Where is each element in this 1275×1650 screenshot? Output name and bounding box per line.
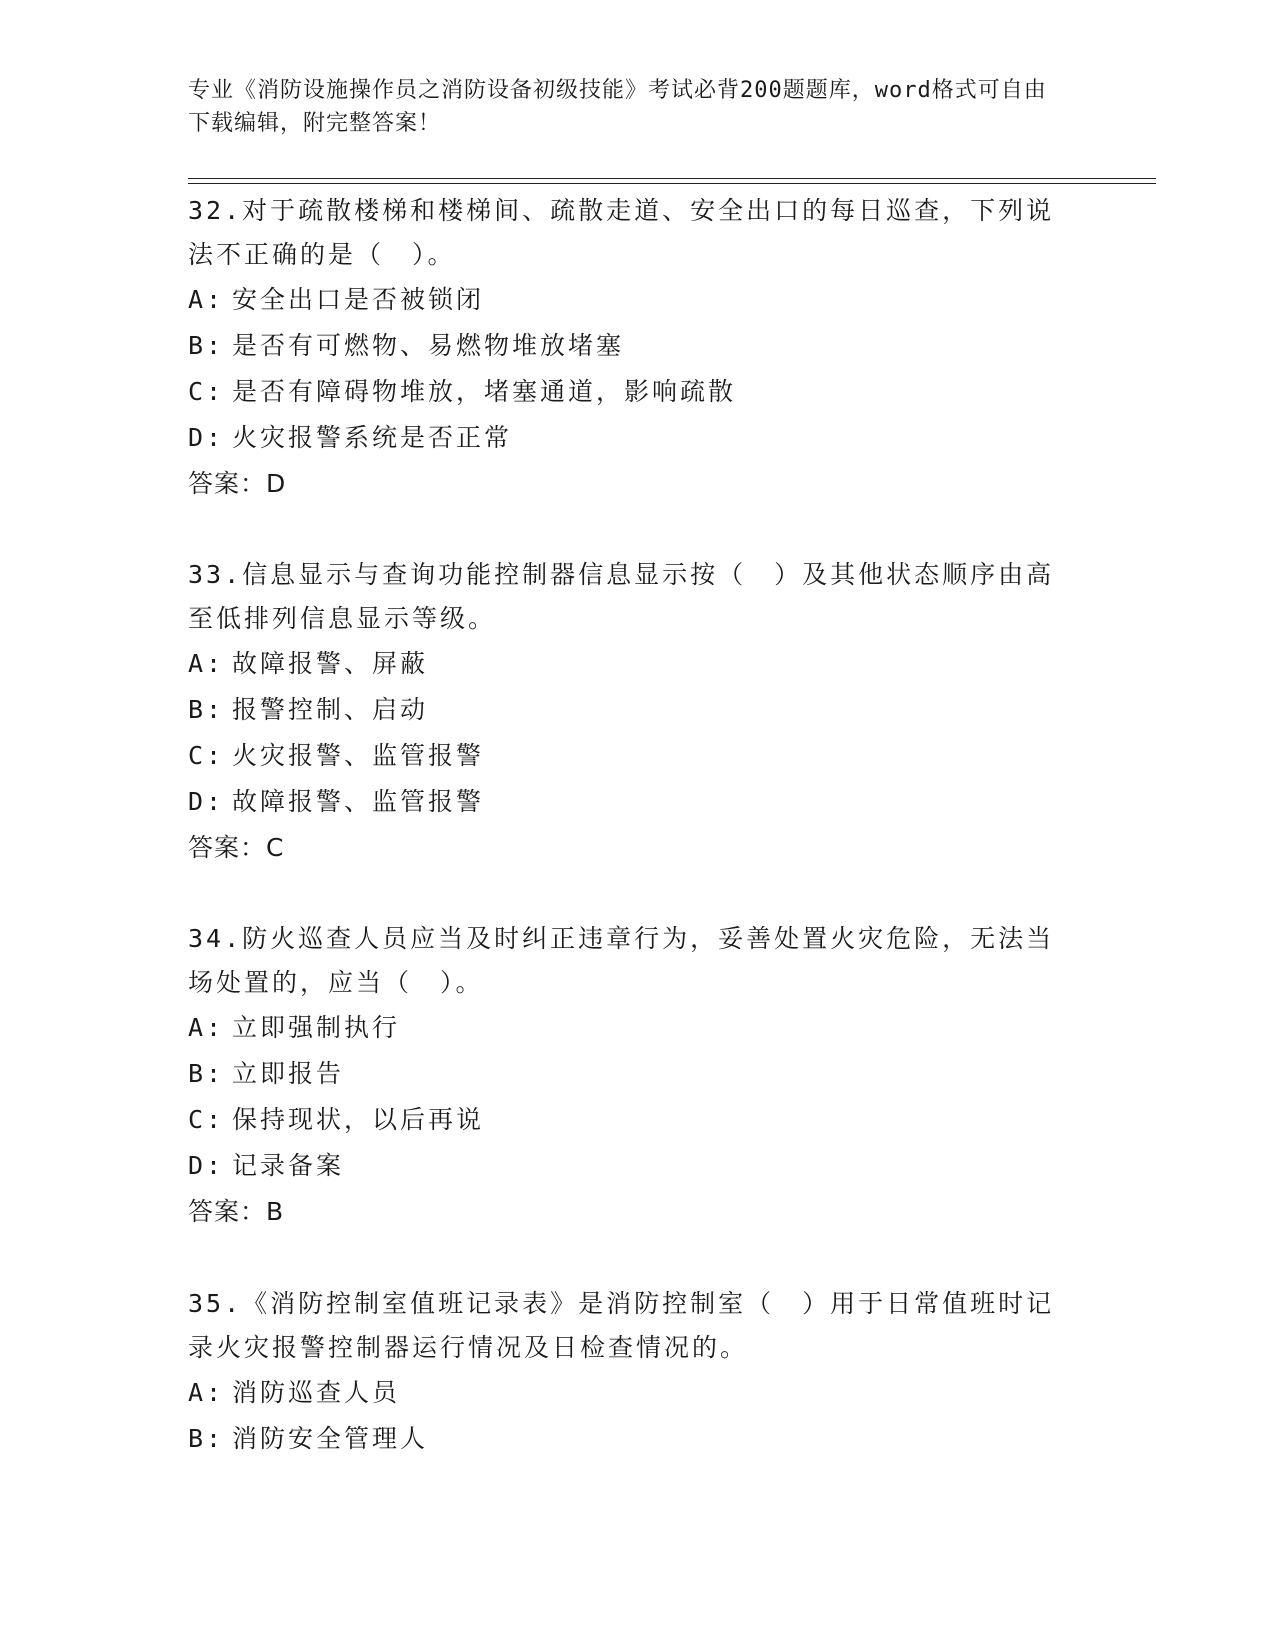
- option-text: 故障报警、屏蔽: [232, 649, 429, 678]
- answer-line: 答案：B: [188, 1197, 285, 1226]
- option-key: D:: [188, 787, 225, 816]
- option-key: C:: [188, 741, 225, 770]
- header-divider-top: [188, 178, 1156, 179]
- option-key: D:: [188, 423, 225, 452]
- option-text: 消防安全管理人: [232, 1424, 429, 1453]
- option-text: 立即强制执行: [232, 1013, 401, 1042]
- option-text: 消防巡查人员: [232, 1378, 401, 1407]
- option-text: 故障报警、监管报警: [232, 787, 485, 816]
- option-b: [188, 323, 1068, 369]
- question-stem: 34.防火巡查人员应当及时纠正违章行为，妥善处置火灾危险，无法当场处置的，应当（ ）。: [188, 924, 1055, 997]
- option-a: [188, 277, 1068, 323]
- option-text: 是否有障碍物堆放，堵塞通道，影响疏散: [232, 377, 737, 406]
- question-block: [188, 189, 1068, 507]
- option-key: C:: [188, 1105, 225, 1134]
- option-text: 是否有可燃物、易燃物堆放堵塞: [232, 331, 625, 360]
- option-c: [188, 1097, 1068, 1143]
- option-a: [188, 1005, 1068, 1051]
- option-b: [188, 1051, 1068, 1097]
- question-stem: 32.对于疏散楼梯和楼梯间、疏散走道、安全出口的每日巡查，下列说法不正确的是（ ）。: [188, 196, 1055, 269]
- option-key: D:: [188, 1151, 225, 1180]
- option-key: C:: [188, 377, 225, 406]
- option-key: B:: [188, 1059, 225, 1088]
- header-divider-bottom: [188, 183, 1156, 184]
- option-a: [188, 641, 1068, 687]
- option-c: [188, 733, 1068, 779]
- answer-line: 答案：C: [188, 833, 285, 862]
- option-text: 火灾报警、监管报警: [232, 741, 485, 770]
- option-key: A:: [188, 1378, 225, 1407]
- document-header: 专业《消防设施操作员之消防设备初级技能》考试必背200题题库，word格式可自由下载编辑，附完整答案！: [188, 78, 1047, 136]
- option-key: B:: [188, 331, 225, 360]
- option-d: [188, 1143, 1068, 1189]
- question-block: [188, 1282, 1068, 1462]
- option-text: 保持现状，以后再说: [232, 1105, 485, 1134]
- answer-line: 答案：D: [188, 469, 287, 498]
- option-c: [188, 369, 1068, 415]
- option-key: A:: [188, 1013, 225, 1042]
- option-b: [188, 1416, 1068, 1462]
- option-key: B:: [188, 695, 225, 724]
- question-block: [188, 917, 1068, 1235]
- option-a: [188, 1370, 1068, 1416]
- option-d: [188, 779, 1068, 825]
- option-b: [188, 687, 1068, 733]
- question-stem: 33.信息显示与查询功能控制器信息显示按（ ）及其他状态顺序由高至低排列信息显示等级。: [188, 560, 1055, 633]
- option-text: 立即报告: [232, 1059, 345, 1088]
- option-text: 记录备案: [232, 1151, 345, 1180]
- option-text: 火灾报警系统是否正常: [232, 423, 513, 452]
- option-key: A:: [188, 649, 225, 678]
- question-block: [188, 553, 1068, 871]
- option-d: [188, 415, 1068, 461]
- option-text: 报警控制、启动: [232, 695, 429, 724]
- option-text: 安全出口是否被锁闭: [232, 285, 485, 314]
- question-stem: 35.《消防控制室值班记录表》是消防控制室（ ）用于日常值班时记录火灾报警控制器运行情况及日检查情况的。: [188, 1289, 1055, 1362]
- option-key: B:: [188, 1424, 225, 1453]
- option-key: A:: [188, 285, 225, 314]
